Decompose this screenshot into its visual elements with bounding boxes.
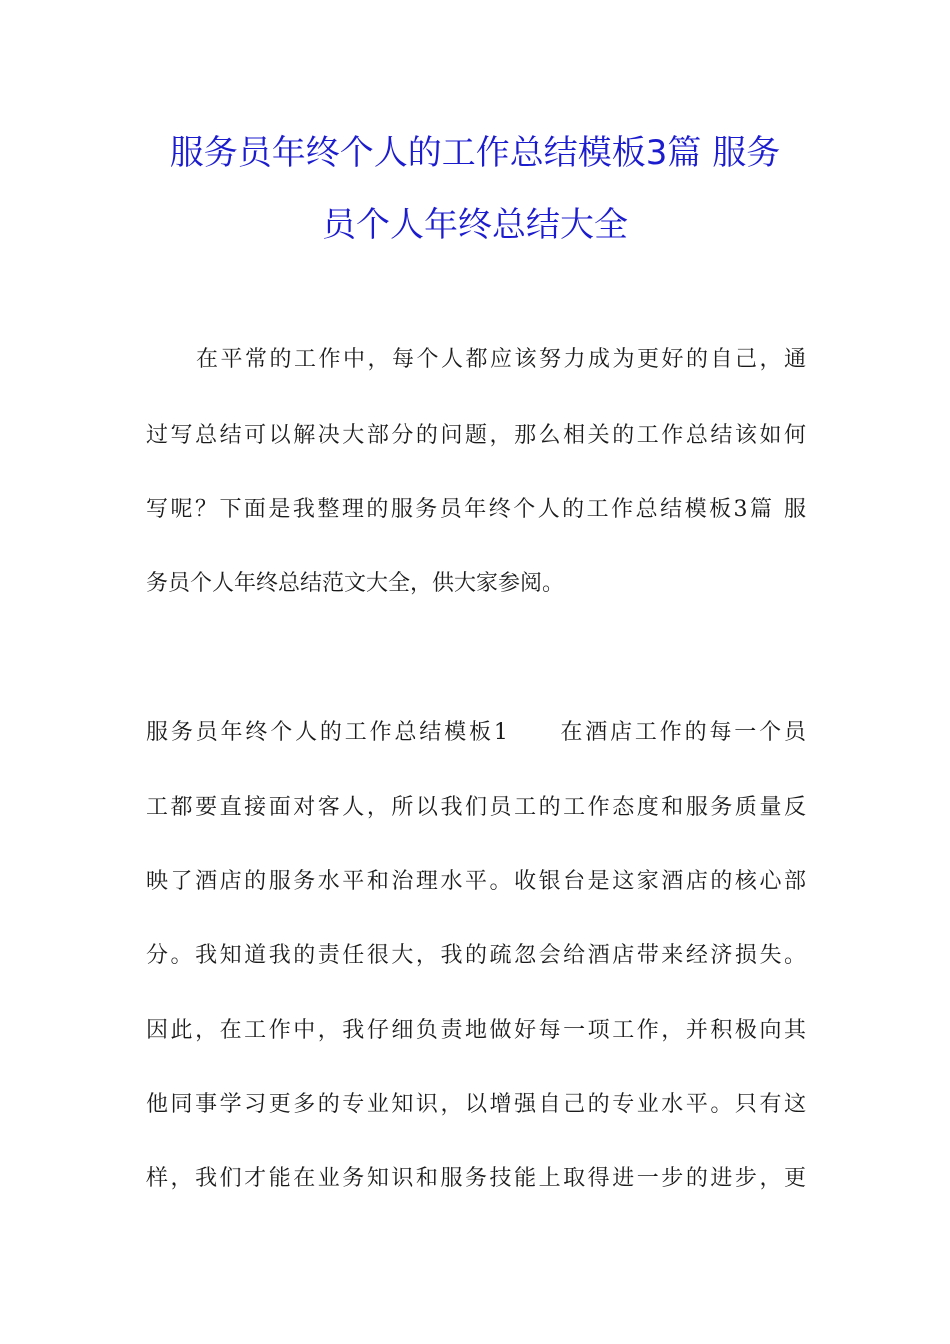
section1-line-5: 因此，在工作中，我仔细负责地做好每一项工作，并积极向其 — [146, 1018, 806, 1043]
intro-paragraph-line-2: 过写总结可以解决大部分的问题，那么相关的工作总结该如何 — [146, 423, 806, 448]
section1-line-3: 映了酒店的服务水平和治理水平。收银台是这家酒店的核心部 — [146, 869, 806, 894]
section1-line-7: 样，我们才能在业务知识和服务技能上取得进一步的进步，更 — [146, 1166, 806, 1191]
document-title-line-1: 服务员年终个人的工作总结模板3篇 服务 — [169, 133, 781, 173]
intro-paragraph-line-4: 务员个人年终总结范文大全，供大家参阅。 — [146, 571, 565, 596]
section1-line-2: 工都要直接面对客人，所以我们员工的工作态度和服务质量反 — [146, 795, 806, 820]
section1-line-6: 他同事学习更多的专业知识，以增强自己的专业水平。只有这 — [146, 1092, 806, 1117]
document-title-line-2: 员个人年终总结大全 — [322, 205, 628, 245]
intro-paragraph-line-3: 写呢？下面是我整理的服务员年终个人的工作总结模板3篇 服 — [146, 497, 806, 522]
section1-line-1: 服务员年终个人的工作总结模板1 在酒店工作的每一个员 — [146, 720, 806, 745]
intro-paragraph-line-1: 在平常的工作中，每个人都应该努力成为更好的自己，通 — [196, 347, 806, 372]
section1-line-4: 分。我知道我的责任很大，我的疏忽会给酒店带来经济损失。 — [146, 943, 806, 968]
